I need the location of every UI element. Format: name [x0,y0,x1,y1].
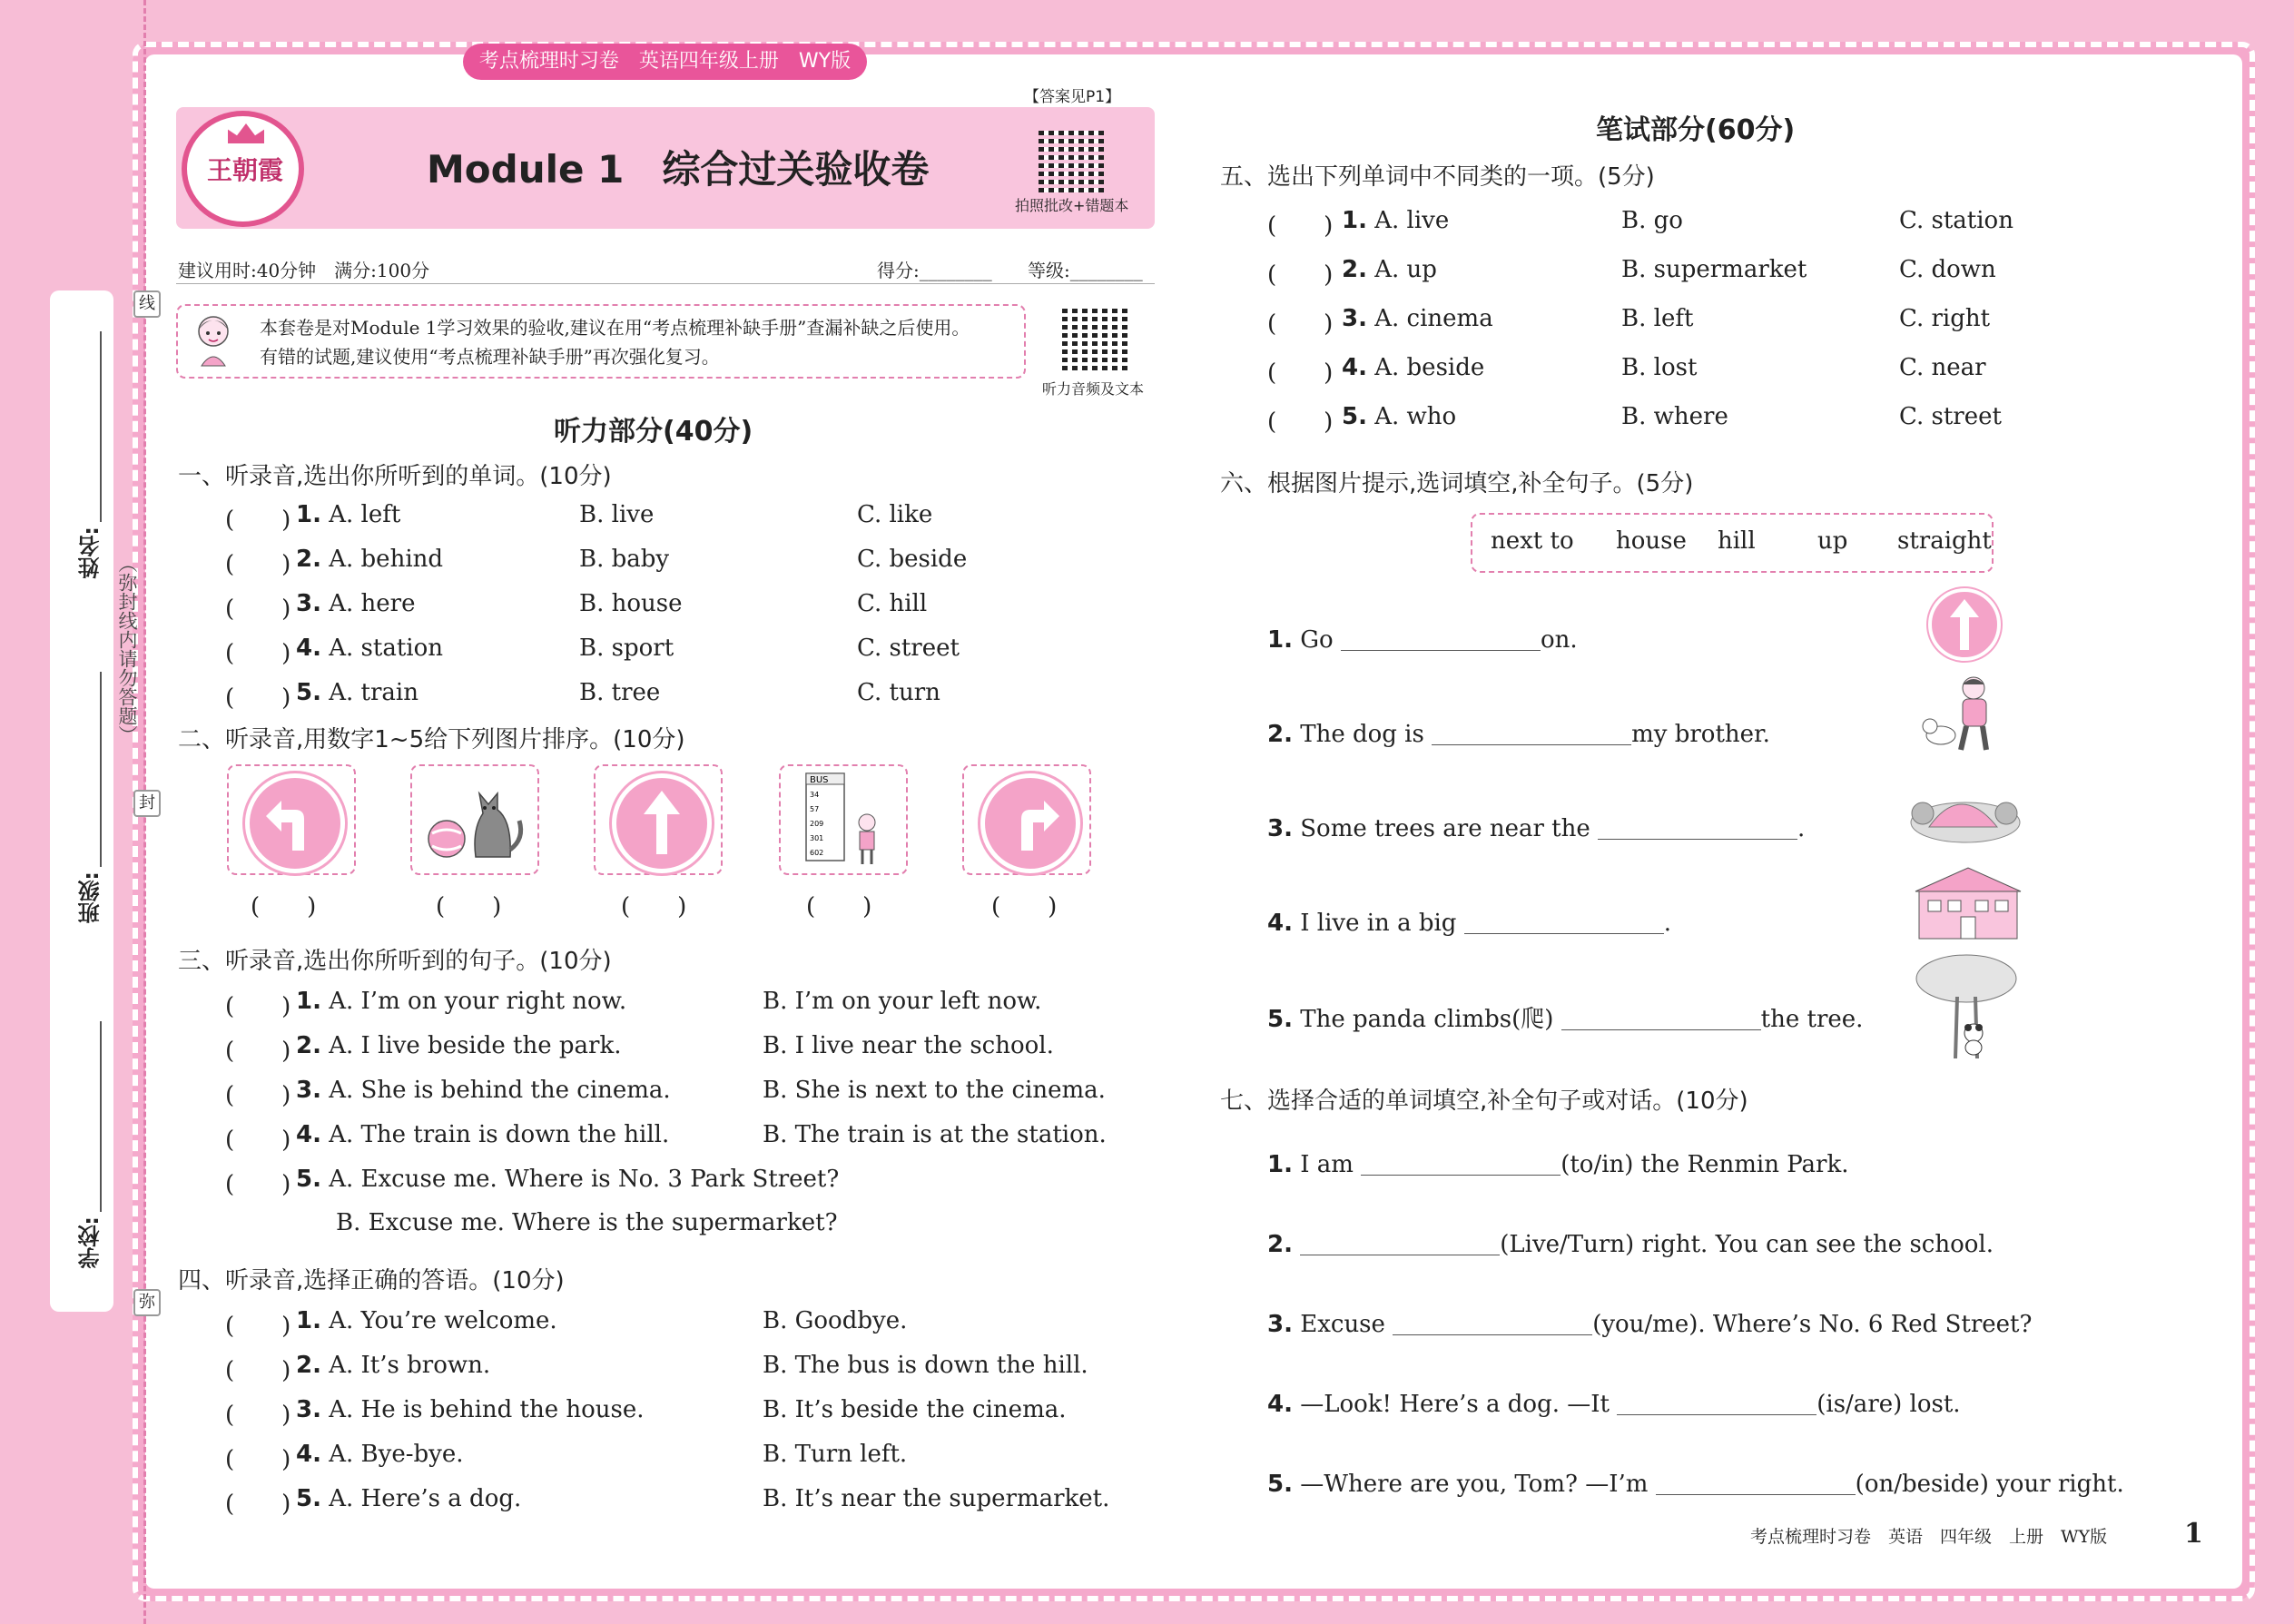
big-house-picture [1906,864,2030,942]
boy-and-dog-picture [1919,672,2010,763]
q3-answer-1[interactable]: ( ) [225,993,291,1020]
qr-code-icon[interactable] [1039,127,1104,192]
binding-panel [50,290,113,1312]
q4-heading: 四、听录音,选择正确的答语。(10分) [178,1267,565,1294]
card-straight-on [594,764,723,875]
class-field[interactable] [100,672,102,867]
q7-item [1267,1147,1848,1178]
q4-answer-2[interactable]: ( ) [225,1357,291,1384]
school-label: 学校: [78,1216,103,1269]
q7-blank-input[interactable] [1361,1151,1561,1176]
writing-title: 笔试部分(60分) [1596,114,1796,146]
q1-option-b: B. tree [579,679,661,706]
q1-answer-2[interactable]: ( ) [225,551,291,578]
card-cat-ball [410,764,539,875]
q7-num: 4. [1267,1391,1293,1418]
q7-num: 1. [1267,1151,1293,1178]
score-field[interactable]: 得分:________ [877,260,992,281]
q1-option-b: B. baby [579,546,670,573]
q6-text-after: my brother. [1631,721,1770,748]
q1-num: 3. [296,590,321,617]
q5-option-b: B. lost [1621,354,1698,381]
q5-option-b: B. go [1621,207,1683,234]
q5-item [1342,305,1493,332]
bus-number-5: 602 [810,849,824,857]
q5-answer-2[interactable]: ( ) [1267,261,1334,289]
q5-option-b: B. supermarket [1621,256,1807,283]
q4-option-b: B. Turn left. [763,1441,908,1468]
card-bus-stop [779,764,908,875]
q6-heading: 六、根据图片提示,选词填空,补全句子。(5分) [1220,470,1694,497]
q1-option-a: A. here [329,590,416,617]
q4-option-b: B. The bus is down the hill. [763,1352,1088,1379]
q1-option-b: B. house [579,590,683,617]
q6-item [1267,623,1578,654]
q7-text-before: Excuse [1300,1311,1385,1338]
q2-answer-2[interactable]: ( ) [436,893,502,920]
q6-text-before: The dog is [1300,721,1424,748]
bus-number-4: 301 [810,834,824,842]
listening-title: 听力部分(40分) [554,416,753,448]
q4-option-b: B. It’s near the supermarket. [763,1485,1110,1512]
q1-option-a: A. behind [329,546,444,573]
q5-heading: 五、选出下列单词中不同类的一项。(5分) [1220,163,1655,191]
q3-item [296,988,626,1015]
q6-num: 1. [1267,626,1293,654]
q1-answer-5[interactable]: ( ) [225,684,291,712]
q2-answer-4[interactable]: ( ) [806,893,872,920]
q6-item [1267,1000,1863,1034]
q6-text-after: . [1663,910,1671,937]
q3-item [296,1077,671,1104]
q1-num: 4. [296,635,321,662]
word-bank-item: straight [1897,527,1992,555]
q7-text-after: (Live/Turn) right. You can see the school. [1500,1231,1994,1258]
q1-option-c: C. hill [857,590,928,617]
word-bank-item: hill [1718,527,1756,555]
q7-blank-input[interactable] [1393,1311,1592,1335]
q6-text-before: Some trees are near the [1300,815,1590,842]
q6-blank-input[interactable] [1561,1006,1761,1030]
q3-option-a: A. The train is down the hill. [329,1121,670,1148]
q6-blank-input[interactable] [1432,721,1631,745]
q5-option-a: A. who [1374,403,1457,430]
page-title: Module 1 综合过关验收卷 [427,147,930,192]
q7-text-before: I am [1300,1151,1354,1178]
crown-icon [228,123,264,143]
q1-item [296,635,443,662]
qr2-caption: 听力音频及文本 [1042,380,1145,398]
name-label: 姓名: [78,527,103,579]
q7-text-after: (to/in) the Renmin Park. [1561,1151,1849,1178]
notice-line-2: 有错的试题,建议使用“考点梳理补缺手册”再次强化复习。 [260,346,720,368]
q4-option-a: A. Bye-bye. [329,1441,464,1468]
cat-with-ball-icon [412,766,537,873]
q7-text-after: (on/beside) your right. [1855,1471,2124,1498]
divider [176,283,1155,284]
qr-code-audio-icon[interactable] [1062,305,1127,370]
q4-answer-3[interactable]: ( ) [225,1402,291,1429]
hill-with-trees-picture [1906,777,2024,850]
time-info: 建议用时:40分钟 满分:100分 [178,260,430,281]
q7-text-after: (you/me). Where’s No. 6 Red Street? [1592,1311,2033,1338]
q4-answer-5[interactable]: ( ) [225,1491,291,1518]
word-bank-item: house [1616,527,1687,555]
q3-option-b: B. I live near the school. [763,1032,1054,1059]
panda-climbing-tree-picture [1912,951,2021,1060]
word-bank-item: up [1817,527,1848,555]
q4-option-a: A. He is behind the house. [329,1396,645,1423]
q1-answer-3[interactable]: ( ) [225,595,291,623]
notice-text [260,313,970,371]
q3-option-a: A. I’m on your right now. [329,988,627,1015]
q7-item [1267,1387,1961,1418]
q5-option-a: A. up [1374,256,1437,283]
q4-answer-4[interactable]: ( ) [225,1446,291,1473]
q5-num: 5. [1342,403,1367,430]
q1-option-b: B. live [579,501,655,528]
q3-option-b: B. She is next to the cinema. [763,1077,1106,1104]
school-field[interactable] [100,1021,102,1212]
series-banner: 考点梳理时习卷 英语四年级上册 WY版 [463,44,867,80]
q5-option-c: C. right [1899,305,1991,332]
q4-item [296,1307,557,1334]
q6-text-before: Go [1300,626,1334,654]
q1-num: 5. [296,679,321,706]
q6-num: 5. [1267,1006,1293,1033]
q7-blank-input[interactable] [1300,1231,1500,1255]
q5-option-b: B. left [1621,305,1694,332]
q5-num: 1. [1342,207,1367,234]
q4-item [296,1352,490,1379]
q3-item [296,1032,621,1059]
q1-item [296,679,418,706]
q6-text-after: on. [1540,626,1578,654]
q5-option-b: B. where [1621,403,1728,430]
q7-item [1267,1307,2032,1338]
card-turn-right [962,764,1091,875]
q4-num: 3. [296,1396,321,1423]
q7-heading: 七、选择合适的单词填空,补全句子或对话。(10分) [1220,1088,1748,1115]
card-turn-left [227,764,356,875]
q6-num: 2. [1267,721,1293,748]
q1-answer-1[interactable]: ( ) [225,507,291,534]
q1-option-a: A. train [329,679,418,706]
q1-option-c: C. street [857,635,960,662]
q6-num: 4. [1267,910,1293,937]
turn-left-sign-icon [245,773,345,873]
q5-num: 4. [1342,354,1367,381]
qr1-caption: 拍照批改+错题本 [1015,197,1129,214]
q1-option-c: C. beside [857,546,968,573]
grade-field[interactable]: 等级:________ [1028,260,1143,281]
q1-option-c: C. turn [857,679,940,706]
q4-num: 2. [296,1352,321,1379]
q3-num: 2. [296,1032,321,1059]
q1-option-b: B. sport [579,635,674,662]
q5-answer-5[interactable]: ( ) [1267,408,1334,436]
q4-item [296,1396,645,1423]
q3-option-a-5: A. Excuse me. Where is No. 3 Park Street? [329,1166,840,1193]
q6-text-before: The panda climbs(爬) [1300,1006,1554,1033]
q5-option-c: C. near [1899,354,1986,381]
q1-answer-4[interactable]: ( ) [225,640,291,667]
notice-line-1: 本套卷是对Module 1学习效果的验收,建议在用“考点梳理补缺手册”查漏补缺之后使用。 [260,317,970,339]
answer-reference: 【答案见P1】 [1024,88,1121,106]
binding-mark-mi: 弥 [133,1289,161,1316]
q5-item [1342,403,1456,430]
q3-num-5: 5. [296,1166,321,1193]
q7-num: 5. [1267,1471,1293,1498]
q6-text-after: the tree. [1760,1006,1864,1033]
binding-mark-line: 线 [133,290,161,318]
q1-option-a: A. left [329,501,401,528]
q5-option-c: C. street [1899,403,2002,430]
q6-blank-input[interactable] [1598,815,1797,840]
q1-item [296,501,400,528]
q4-option-b: B. It’s beside the cinema. [763,1396,1067,1423]
q6-item [1267,906,1671,937]
q2-answer-3[interactable]: ( ) [621,893,687,920]
q3-answer-2[interactable]: ( ) [225,1038,291,1065]
q3-option-b: B. The train is at the station. [763,1121,1107,1148]
q1-option-a: A. station [329,635,443,662]
q5-item [1342,207,1449,234]
q5-num: 2. [1342,256,1367,283]
q3-option-a: A. I live beside the park. [329,1032,622,1059]
straight-on-sign-icon [612,773,712,873]
q5-option-c: C. station [1899,207,2013,234]
q3-option-b-5: B. Excuse me. Where is the supermarket? [336,1209,838,1236]
q3-heading: 三、听录音,选出你所听到的句子。(10分) [178,948,612,975]
q6-text-after: . [1797,815,1806,842]
q4-item [296,1485,521,1512]
q7-text-before: —Look! Here’s a dog. —It [1300,1391,1610,1418]
q3-option-a: A. She is behind the cinema. [329,1077,671,1104]
class-label: 班级: [78,871,103,924]
q1-option-c: C. like [857,501,933,528]
q5-item [1342,256,1437,283]
q2-answer-1[interactable]: ( ) [251,893,317,920]
q4-num: 1. [296,1307,321,1334]
q7-num: 2. [1267,1231,1293,1258]
binding-warning: （弥封线内请勿答题） [116,554,138,744]
q4-option-b: B. Goodbye. [763,1307,908,1334]
word-bank [1471,513,1994,573]
q3-num: 4. [296,1121,321,1148]
notice-box [176,304,1026,379]
q5-option-c: C. down [1899,256,1996,283]
q4-item [296,1441,464,1468]
q3-item-5 [296,1166,839,1193]
q2-answer-5[interactable]: ( ) [991,893,1058,920]
name-field[interactable] [100,331,102,522]
footer-text: 考点梳理时习卷 英语 四年级 上册 WY版 [1750,1527,2108,1547]
q3-answer-3[interactable]: ( ) [225,1082,291,1109]
bus-number-1: 34 [810,791,820,799]
q7-item [1267,1227,1994,1258]
q6-item [1267,717,1770,748]
q3-num: 3. [296,1077,321,1104]
girl-avatar-icon [191,311,236,368]
q3-answer-5[interactable]: ( ) [225,1171,291,1198]
brand-logo [182,111,304,227]
q4-option-a: A. Here’s a dog. [329,1485,522,1512]
bus-stop-timetable-icon [781,766,906,873]
q5-option-a: A. cinema [1374,305,1493,332]
q4-num: 4. [296,1441,321,1468]
q5-option-a: A. beside [1374,354,1485,381]
bus-number-2: 57 [810,805,820,813]
turn-right-sign-icon [980,773,1080,873]
q6-item [1267,812,1805,842]
q7-item [1267,1467,2124,1498]
q5-option-a: A. live [1374,207,1450,234]
q4-option-a: A. You’re welcome. [329,1307,557,1334]
q1-item [296,590,416,617]
word-bank-item: next to [1491,527,1574,555]
q7-text-after: (is/are) lost. [1816,1391,1961,1418]
q6-blank-input[interactable] [1464,910,1664,934]
binding-mark-seal: 封 [133,790,161,817]
q7-blank-input[interactable] [1617,1391,1816,1415]
q3-item [296,1121,669,1148]
q7-blank-input[interactable] [1656,1471,1856,1495]
bus-number-3: 209 [810,820,824,828]
q1-heading: 一、听录音,选出你所听到的单词。(10分) [178,463,612,490]
q4-num: 5. [296,1485,321,1512]
q1-item [296,546,443,573]
q5-item [1342,354,1484,381]
q4-answer-1[interactable]: ( ) [225,1313,291,1340]
q5-answer-3[interactable]: ( ) [1267,310,1334,338]
page-number: 1 [2184,1518,2203,1550]
q5-answer-1[interactable]: ( ) [1267,212,1334,240]
q5-answer-4[interactable]: ( ) [1267,359,1334,387]
q6-num: 3. [1267,815,1293,842]
bus-label: BUS [810,775,829,785]
q1-num: 1. [296,501,321,528]
straight-arrow-sign-icon [1926,586,2003,663]
q7-text-before: —Where are you, Tom? —I’m [1300,1471,1649,1498]
q7-num: 3. [1267,1311,1293,1338]
q3-num: 1. [296,988,321,1015]
q6-text-before: I live in a big [1300,910,1457,937]
q5-num: 3. [1342,305,1367,332]
q6-blank-input[interactable] [1341,626,1541,651]
q3-option-b: B. I’m on your left now. [763,988,1042,1015]
q2-heading: 二、听录音,用数字1~5给下列图片排序。(10分) [178,726,685,753]
logo-text: 王朝霞 [207,155,284,185]
q4-option-a: A. It’s brown. [329,1352,491,1379]
q3-answer-4[interactable]: ( ) [225,1127,291,1154]
q1-num: 2. [296,546,321,573]
